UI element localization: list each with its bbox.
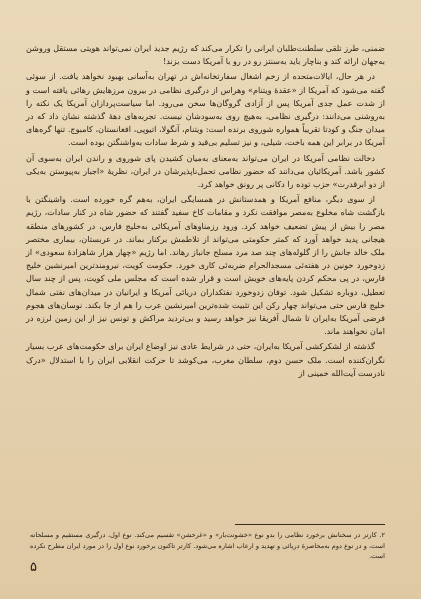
- page-number: ۵: [30, 560, 37, 575]
- paragraph: در هر حال، ایالات‌متحده از زخم اشغال سفارتخانه‌اش در تهران به‌آسانی بهبود نخواهد یافت. از سوئی گفته می‌شود که آمریکا از «عقدهٔ ویتنام» وهراس از درگیری نظامی در بیرون مرزهایش رهائی یافته است و از شدت عمل جدی آمریکا پس از آزادی گروگان‌ها سخن می‌رود. اما سیاست‌پردازان آمریکا یک نکته را به‌روشنی می‌دانند: درگیری نظامی، به‌هیچ روی به‌سودشان نیست. تجربه‌های دههٔ گذشته نشان داد که در میدان جنگ و کودتا تقریباً همواره شوروی برنده است: ویتنام، آنگولا، اتیوپی، افغانستان، کامبوج. تنها گره‌های آمریکا در برابر این همه باخت، شیلی، و نیز تسلیم بی‌قید و شرط سادات به‌واشنگتن بوده است.: [26, 71, 385, 148]
- footnote-divider: [235, 524, 385, 525]
- paragraph: از سوی دیگر، منافع آمریکا و همدستانش در همسایگی ایران، به‌هم گره خورده است. واشینگتن با بازگشت شاه مخلوع به‌مصر موافقت نکرد و مقامات کاخ سفید گفتند که حضور شاه در کنار سادات، رژیم مصر را بیش از پیش تضعیف خواهد کرد. ورود رزمناوهای آمریکائی به‌خلیج فارس، در کشورهای منطقه هیجانی پدید خواهد آورد که کمتر حکومتی می‌تواند از تلاطمش برکنار بماند. در عربستان، بیماری مختصر ملک خالد جانش را از گلوله‌های چند صد مرد مسلح جانباز رهاند. اما رژیم «چهار هزار شاهزادهٔ سعودی» از زدوخورد خونین در هفته‌ئی مسجدالحرام ضربه‌ئی کاری خورد. حکومت کویت، نیرومندترین امیرنشین خلیج فارس، در پی محکم کردن پایه‌های خویش است و قرار شده است که مجلس ملی کویت، پس از چند سال تعطیل، دوباره تشکیل شود. توفان زدوخورد نفتکداران دریائی آمریکا و ایرانیان در میدان‌های نفتی شمال خلیج فارس حتی می‌تواند چهار رکن این تثبیت شده‌ترین امیرنشین عرب را هم از جا بکند. نوسان‌های هجوم فرضی آمریکا به‌ایران تا شمال آفریقا نیز خواهد رسید و بی‌تردید مراکش و تونس نیز از این زمین لرزه در امان نخواهند ماند.: [26, 194, 385, 337]
- paragraph: ضمنی، طرز تلقی سلطنت‌طلبان ایرانی را تکرار می‌کند که رژیم جدید ایران نمی‌تواند هویتی مستقل وروشن به‌جهان ارائه کند و بناچار باید به‌سنتز رو در رو با آمریکا دست بزند!: [26, 43, 385, 67]
- body-text: [26, 42, 385, 382]
- footnote: ۲. کارتر در سخنانش برخورد نظامی را بدو نوع «خشونت‌بار» و «غرخشن» تقسیم می‌کند. نوع اول، درگیری مستقیم و مسلحانه است، و در نوع دوم به‌محاصرهٔ دریائی و تهدید و ارعاب اشاره می‌شود. کارتر تاکنون برخورد نوع اول را در مورد ایران مطرح نکرده است.: [30, 531, 385, 560]
- paragraph: دخالت نظامی آمریکا در ایران می‌تواند به‌معنای به‌میان کشیدن پای شوروی و راندن ایران به‌سوی آن کشور باشد. آمریکائیان می‌دانند که حضور نظامی تحمل‌ناپذیرشان در ایران، نظریهٔ «اجبار به‌پیوستن به‌یکی از دو ابرقدرت» حزب توده را دکانی پر رونق خواهد کرد.: [26, 152, 385, 190]
- paragraph: گذشته از لشکرکشی آمریکا به‌ایران، حتی در شرایط عادی نیز اوضاع ایران برای حکومت‌های عرب بسیار نگران‌کننده است. ملک حسن دوم، سلطان مغرب، می‌کوشد تا حرکت انقلابی ایران را با استدلال «درک نادرست آیت‌الله خمینی از: [26, 341, 385, 378]
